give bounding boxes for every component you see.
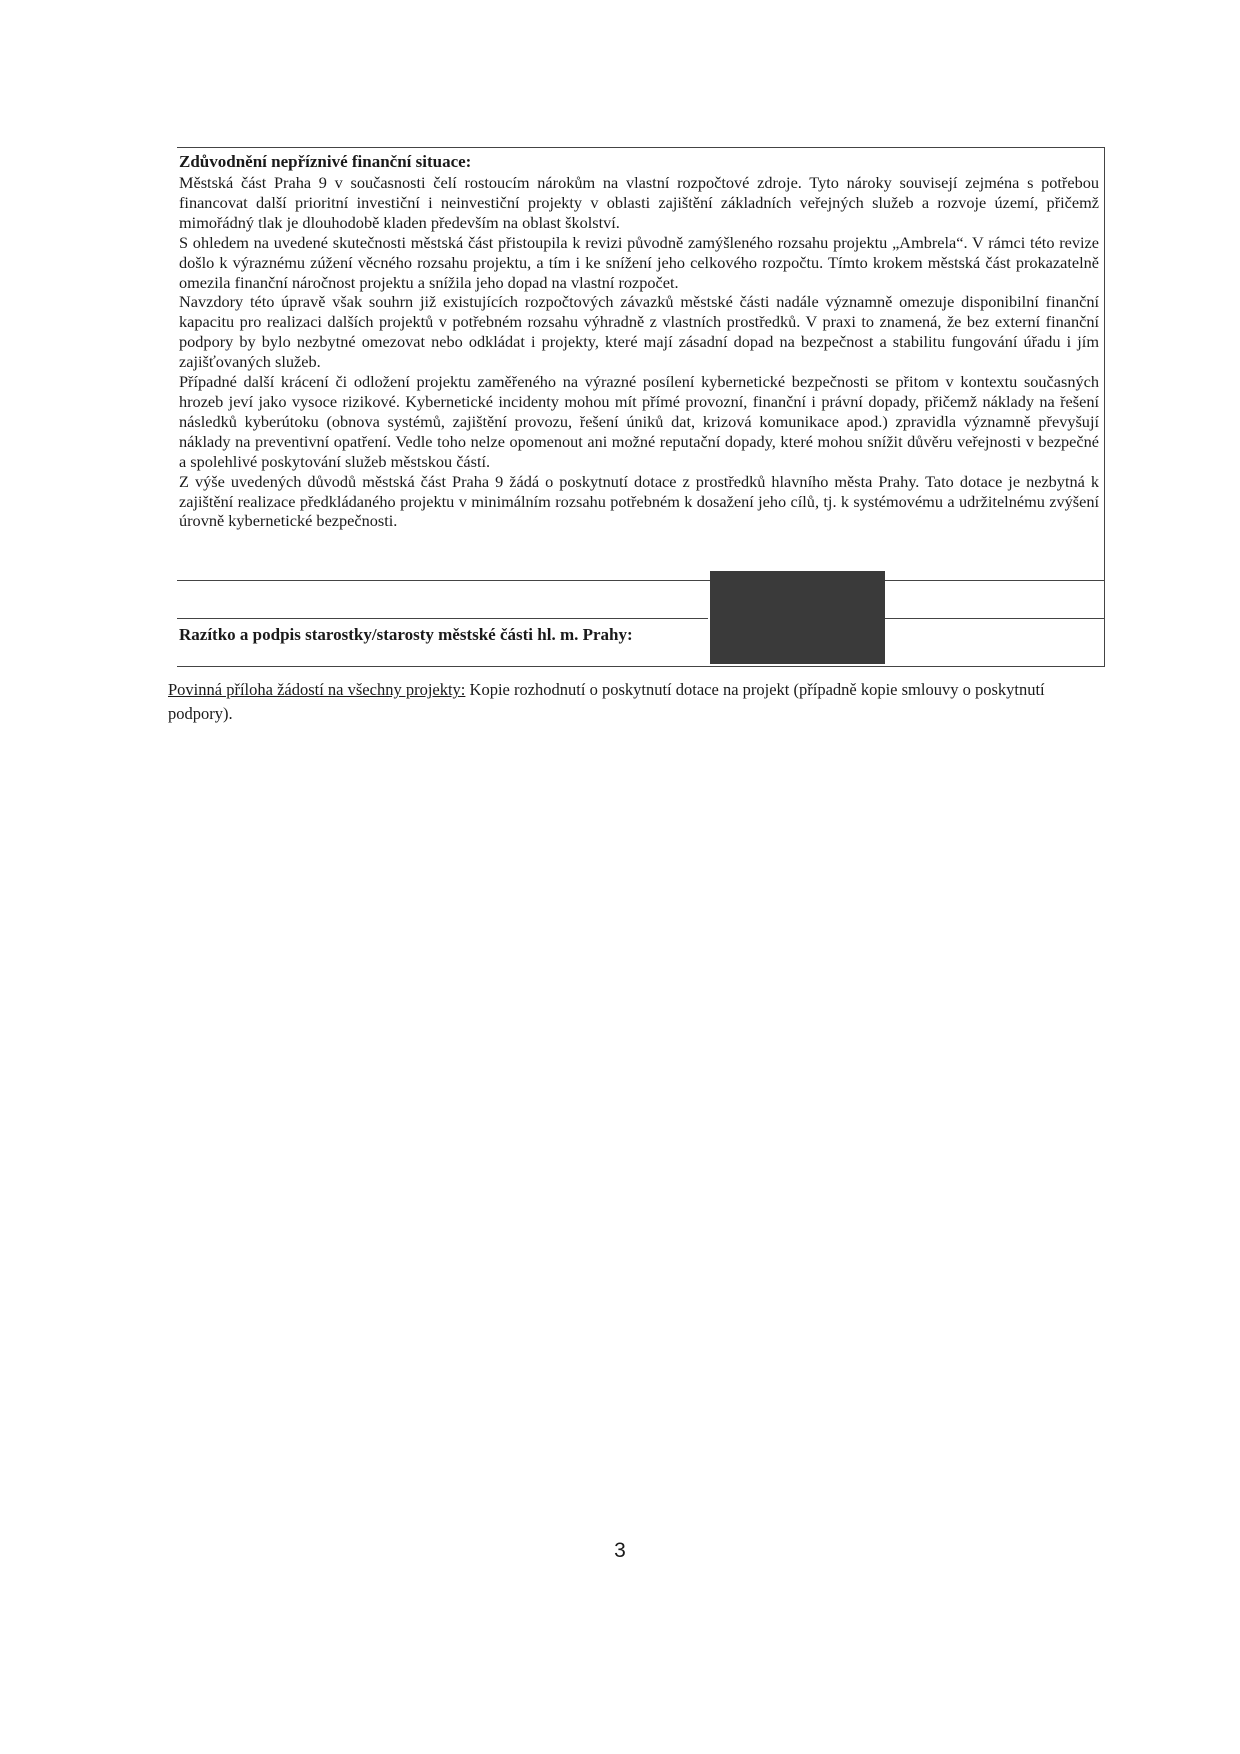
paragraph-4: Případné další krácení či odložení projektu zaměřeného na výrazné posílení kybernetické bezpečnosti se přitom v kontextu současných hrozeb jeví jako vysoce rizikové. Kybernetické incidenty mohou mít přímé provozní, finanční i právní dopady, přičemž náklady na řešení následků kyberútoku (obnova systémů, zajištění provozu, řešení úniků dat, krizová komunikace apod.) zpravidla významně převyšují náklady na preventivní opatření. Vedle toho nelze opomenout ani možné reputační dopady, které mohou snížit důvěru veřejnosti v bezpečné a spolehlivé poskytování služeb městskou částí. [179,372,1099,471]
row-divider [177,618,708,619]
justification-section [177,148,1105,581]
row-divider-right [885,618,1104,619]
paragraph-3: Navzdory této úpravě však souhrn již existujících rozpočtových závazků městské části nadále významně omezuje disponibilní finanční kapacitu pro realizaci dalších projektů v potřebném rozsahu výhradně z vlastních prostředků. V praxi to znamená, že bez externí finanční podpory by bylo nezbytné omezovat nebo odkládat i projekty, které mají zásadní dopad na bezpečnost a stabilitu fungování úřadu i jím zajišťovaných služeb. [179,292,1099,372]
page-number: 3 [614,1539,626,1562]
stamp-signature-label: Razítko a podpis starostky/starosty městské části hl. m. Prahy: [179,625,633,644]
stamp-signature-row [177,581,1105,667]
paragraph-1: Městská část Praha 9 v současnosti čelí rostoucím nárokům na vlastní rozpočtové zdroje. Tyto nároky souvisejí zejména s potřebou financovat další prioritní investiční i neinvestiční projekty v oblasti zajištění základních veřejných služeb a rozvoje území, přičemž mimořádný tlak je dlouhodobě kladen především na oblast školství. [179,173,1099,232]
redacted-signature-block [710,571,885,664]
section-title: Zdůvodnění nepříznivé finanční situace: [179,152,472,171]
justification-body [179,173,1099,531]
paragraph-5: Z výše uvedených důvodů městská část Praha 9 žádá o poskytnutí dotace z prostředků hlavního města Prahy. Tato dotace je nezbytná k zajištění realizace předkládaného projektu v minimálním rozsahu potřebném k dosažení jeho cílů, tj. k systémovému a udržitelnému zvýšení úrovně kybernetické bezpečnosti. [179,471,1099,531]
attachment-text: Kopie rozhodnutí o poskytnutí dotace na projekt (případně kopie smlouvy o poskytnutí podpory). [168,680,1045,723]
form-table [177,147,1105,667]
mandatory-attachment-note [168,678,1088,726]
attachment-label: Povinná příloha žádostí na všechny projekty: [168,680,466,699]
paragraph-2: S ohledem na uvedené skutečnosti městská část přistoupila k revizi původně zamýšleného rozsahu projektu „Ambrela“. V rámci této revize došlo k výraznému zúžení věcného rozsahu projektu, a tím i ke snížení jeho celkového rozpočtu. Tímto krokem městská část prokazatelně omezila finanční náročnost projektu a snížila jeho dopad na vlastní rozpočet. [179,232,1099,292]
